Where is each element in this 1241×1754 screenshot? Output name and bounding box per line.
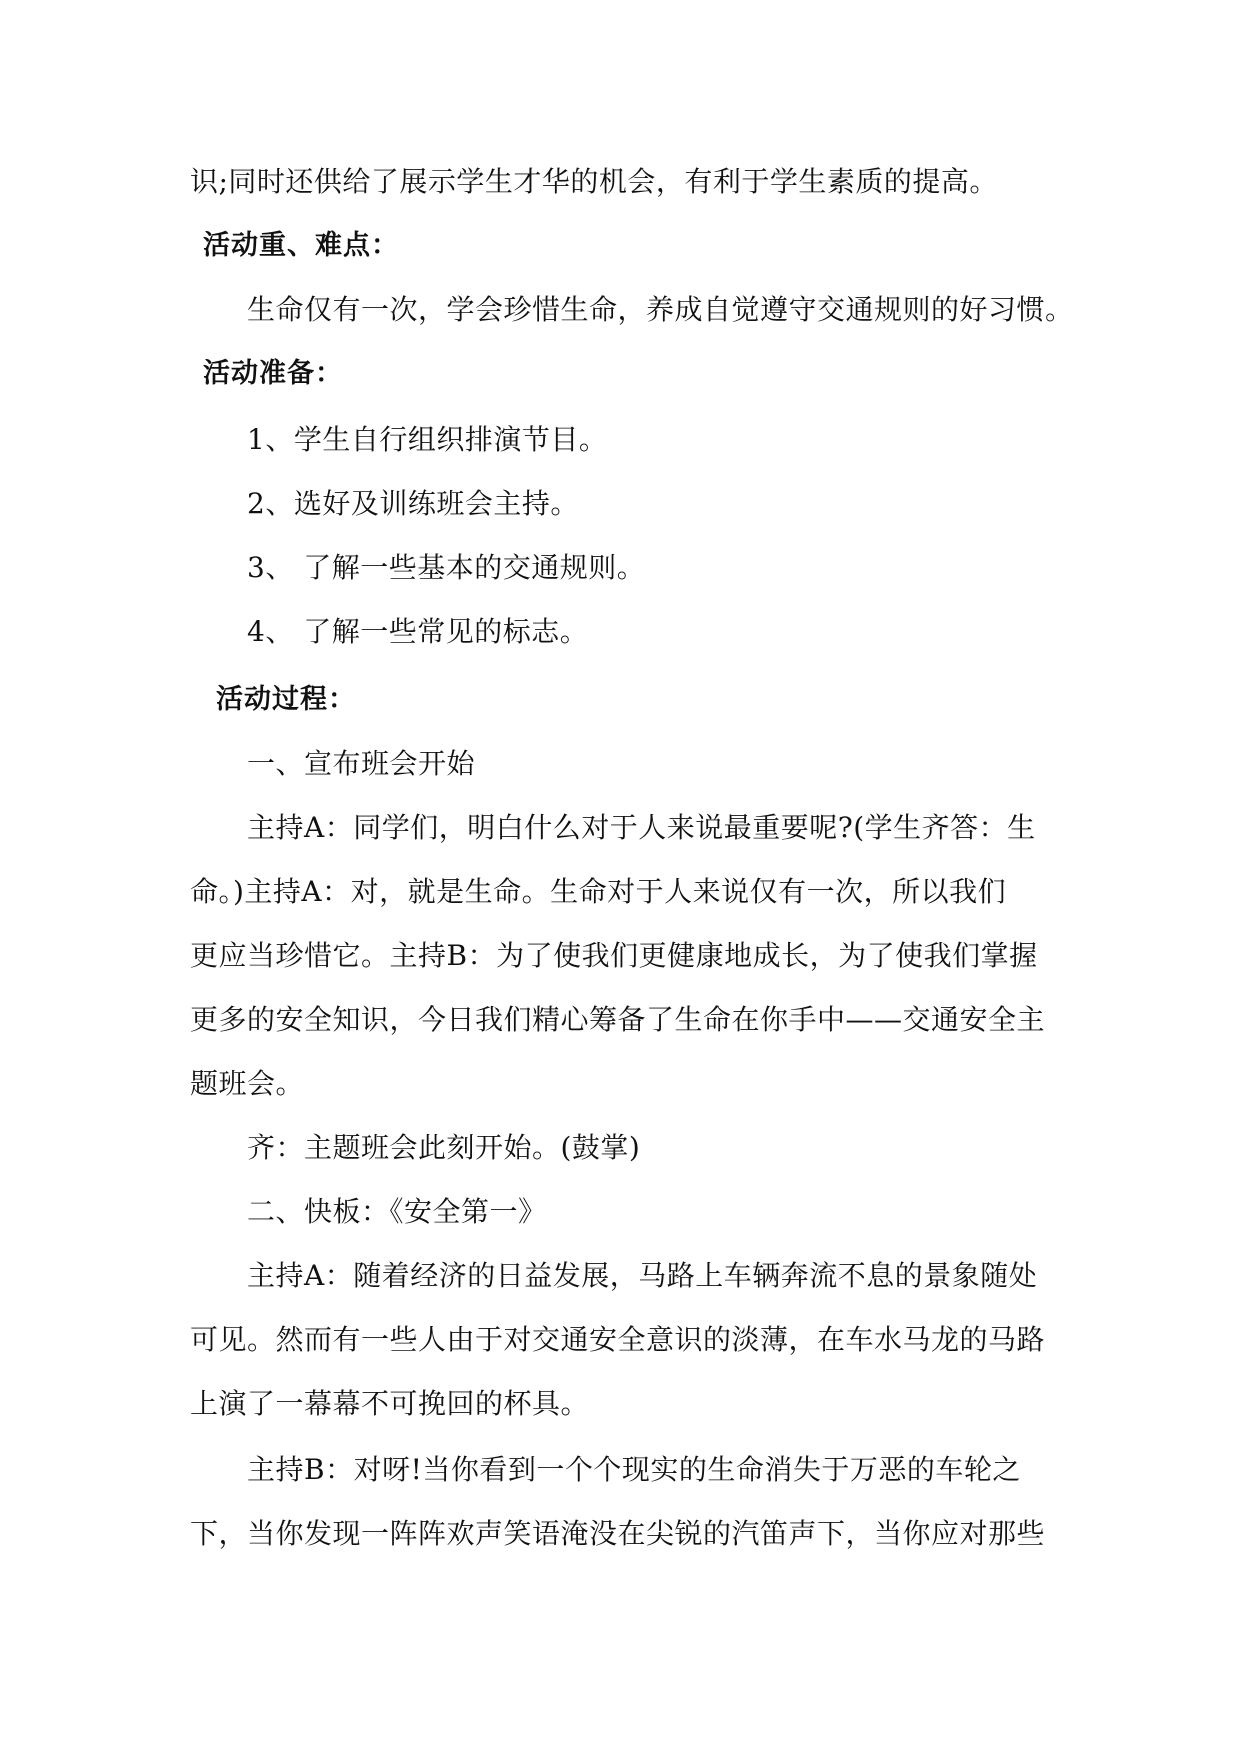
heading-process: 活动过程：	[216, 684, 356, 715]
preparation-item-2: 2、选好及训练班会主持。	[247, 487, 579, 520]
process-step-2-title: 二、快板：《安全第一》	[247, 1195, 547, 1228]
all-together-line: 齐：主题班会此刻开始。(鼓掌)	[247, 1131, 641, 1164]
paragraph-continuation-line: 识;同时还供给了展示学生才华的机会，有利于学生素质的提高。	[190, 165, 998, 198]
host-b-paragraph-line-2: 下，当你发现一阵阵欢声笑语淹没在尖锐的汽笛声下，当你应对那些	[190, 1517, 1046, 1550]
host-a-paragraph-line-3: 上演了一幕幕不可挽回的杯具。	[190, 1387, 590, 1420]
heading-preparation: 活动准备：	[203, 358, 343, 389]
host-b-line-2: 更多的安全知识，今日我们精心筹备了生命在你手中——交通安全主	[190, 1003, 1046, 1036]
key-points-text: 生命仅有一次，学会珍惜生命，养成自觉遵守交通规则的好习惯。	[247, 293, 1074, 326]
host-a-paragraph-line-1: 主持A：随着经济的日益发展，马路上车辆奔流不息的景象随处	[247, 1259, 1038, 1292]
process-step-1-title: 一、宣布班会开始	[247, 747, 476, 780]
host-b-paragraph-line-1: 主持B：对呀!当你看到一个个现实的生命消失于万恶的车轮之	[247, 1453, 1021, 1486]
preparation-item-1: 1、学生自行组织排演节目。	[247, 423, 608, 456]
host-a-paragraph-line-2: 可见。然而有一些人由于对交通安全意识的淡薄，在车水马龙的马路	[190, 1323, 1046, 1356]
host-a-line-2: 命。)主持A：对，就是生命。生命对于人来说仅有一次，所以我们	[190, 875, 1007, 908]
preparation-item-4: 4、 了解一些常见的标志。	[247, 615, 589, 648]
host-b-line-1: 更应当珍惜它。主持B：为了使我们更健康地成长，为了使我们掌握	[190, 939, 1038, 972]
host-a-line-1: 主持A：同学们，明白什么对于人来说最重要呢?(学生齐答：生	[247, 811, 1036, 844]
host-b-line-3: 题班会。	[190, 1067, 305, 1100]
heading-key-points: 活动重、难点：	[203, 230, 399, 261]
preparation-item-3: 3、 了解一些基本的交通规则。	[247, 551, 646, 584]
